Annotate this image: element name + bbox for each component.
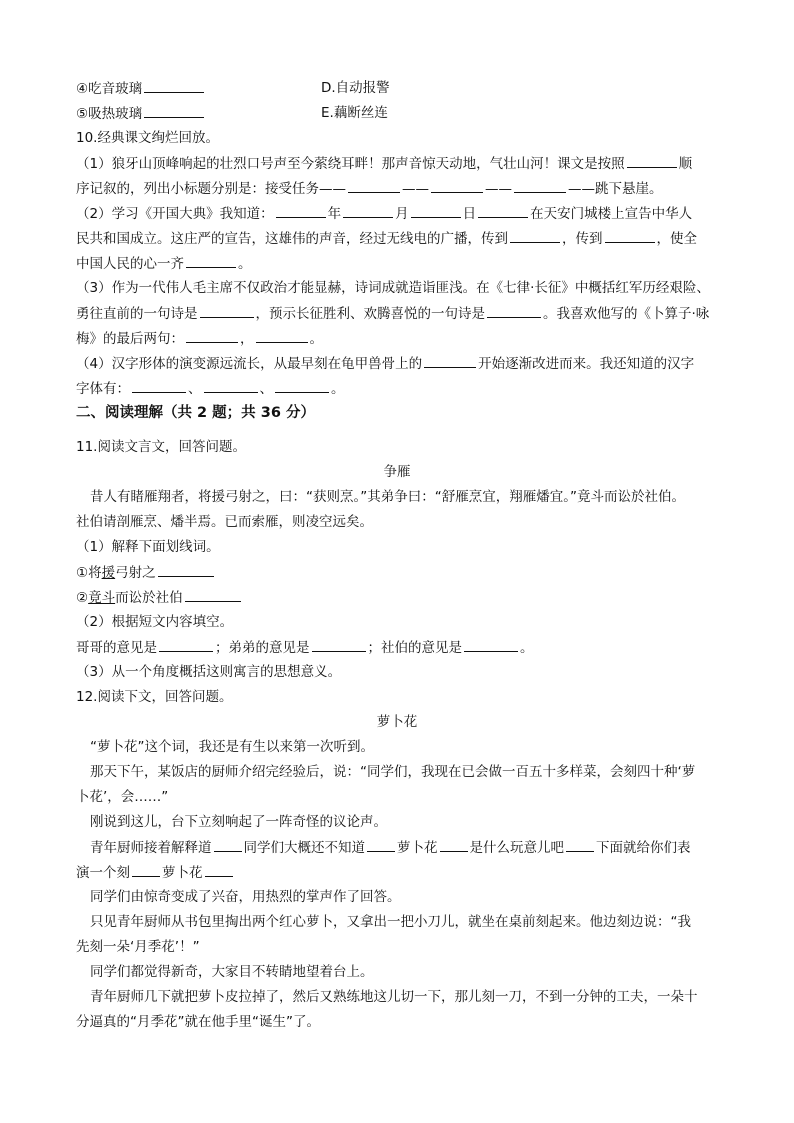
- answer-blank[interactable]: [367, 837, 395, 852]
- text: 是什么玩意儿吧: [469, 840, 564, 856]
- answer-blank[interactable]: [186, 253, 236, 268]
- text: 萝卜花: [162, 865, 203, 881]
- answer-blank[interactable]: [627, 153, 677, 168]
- underlined-word: 竟斗: [88, 590, 116, 606]
- passage-line: “萝卜花”这个词，我还是有生以来第一次听到。: [90, 739, 374, 755]
- q10-part2-line1: [76, 203, 692, 224]
- answer-blank[interactable]: [566, 837, 594, 852]
- q11-item1: [76, 562, 216, 583]
- answer-blank[interactable]: [200, 303, 254, 318]
- option-5-left: ⑤吸热玻璃: [76, 106, 143, 122]
- punctuation-fill-line: [76, 862, 235, 883]
- text: 。: [520, 640, 534, 656]
- answer-blank[interactable]: [348, 178, 400, 193]
- text: 顺: [678, 156, 693, 172]
- passage-line: 青年厨师几下就把萝卜皮拉掉了，然后又熟练地这儿切一下，那儿刻一刀，不到一分钟的工夫，一朵十: [90, 989, 698, 1005]
- matching-row-5: [76, 103, 388, 124]
- passage-title-luobohua: 萝卜花: [376, 714, 418, 730]
- answer-blank[interactable]: [510, 228, 560, 243]
- passage-line: 卜花’，会……”: [76, 789, 169, 805]
- answer-blank[interactable]: [343, 203, 393, 218]
- question-11-title: 11.阅读文言文，回答问题。: [76, 439, 246, 455]
- text: 青年厨师接着解释道: [90, 840, 212, 856]
- q10-part1-line2: [76, 178, 663, 199]
- text: （2）学习《开国大典》我知道：: [76, 206, 274, 222]
- text: ——: [402, 181, 429, 197]
- answer-blank[interactable]: [205, 862, 233, 877]
- q11-item2: [76, 587, 243, 608]
- answer-blank[interactable]: [256, 328, 308, 343]
- q10-part3-line2: [76, 303, 709, 324]
- text: 。: [238, 256, 252, 272]
- text: （1）狼牙山顶峰响起的壮烈口号声至今萦绕耳畔！那声音惊天动地，气壮山河！课文是按照: [76, 156, 625, 172]
- text: 月: [395, 206, 409, 222]
- answer-blank[interactable]: [276, 203, 326, 218]
- answer-blank[interactable]: [144, 78, 204, 93]
- passage-line: 只见青年厨师从书包里掏出两个红心萝卜，又拿出一把小刀儿，就坐在桌前刻起来。他边刻边说：“我: [90, 914, 691, 930]
- answer-blank[interactable]: [132, 378, 186, 393]
- text: ①将: [76, 565, 102, 581]
- passage-line: 刚说到这儿，台下立刻响起了一阵奇怪的议论声。: [90, 814, 387, 830]
- answer-blank[interactable]: [440, 837, 468, 852]
- text: 民共和国成立。这庄严的宣告，这雄伟的声音，经过无线电的广播，传到: [76, 231, 508, 247]
- q10-part4-line1: [76, 353, 694, 374]
- text: （4）汉字形体的演变源远流长，从最早刻在龟甲兽骨上的: [76, 356, 423, 372]
- answer-blank[interactable]: [411, 203, 461, 218]
- text: 演一个刻: [76, 865, 130, 881]
- option-e-right: E.藕断丝连: [321, 105, 388, 121]
- answer-blank[interactable]: [464, 637, 518, 652]
- text: 。: [331, 381, 345, 397]
- question-10-title: 10.经典课文绚烂回放。: [76, 130, 219, 146]
- passage-line: 同学们由惊奇变成了兴奋，用热烈的掌声作了回答。: [90, 889, 401, 905]
- q10-part1-line1: [76, 153, 692, 174]
- passage-line: 分逼真的“月季花”就在他手里“诞生”了。: [76, 1014, 320, 1030]
- answer-blank[interactable]: [487, 303, 541, 318]
- q10-part3-line1: （3）作为一代伟人毛主席不仅政治才能显赫，诗词成就造诣匪浅。在《七律·长征》中概括红军历经艰险、: [76, 280, 710, 296]
- text: ，: [240, 331, 254, 347]
- text: 。: [309, 331, 323, 347]
- text: 哥哥的意见是: [76, 640, 157, 656]
- text: ；弟弟的意见是: [215, 640, 310, 656]
- option-d-right: D.自动报警: [321, 80, 390, 96]
- q11-fill-line: [76, 637, 534, 658]
- passage-line: 那天下午，某饭店的厨师介绍完经验后，说：“同学们，我现在已会做一百五十多样菜，会刻四十种‘萝: [90, 764, 696, 780]
- passage-line: 昔人有睹雁翔者，将援弓射之，曰：“获则烹。”其弟争曰：“舒雁烹宜，翔雁燔宜。”竟斗而讼於社伯。: [90, 489, 685, 505]
- text: ；社伯的意见是: [367, 640, 462, 656]
- answer-blank[interactable]: [214, 837, 242, 852]
- text: 而讼於社伯: [115, 590, 183, 606]
- answer-blank[interactable]: [185, 587, 241, 602]
- passage-line: 社伯请剖雁烹、燔半焉。已而索雁，则凌空远矣。: [76, 514, 373, 530]
- text: 序记叙的，列出小标题分别是：接受任务——: [76, 181, 346, 197]
- underlined-word: 援: [101, 565, 116, 581]
- text: 字体有：: [76, 381, 130, 397]
- passage-line: 先刻一朵‘月季花’！”: [76, 939, 200, 955]
- answer-blank[interactable]: [132, 862, 160, 877]
- text: 下面就给你们表: [596, 840, 691, 856]
- answer-blank[interactable]: [312, 637, 366, 652]
- text: ，使全: [656, 231, 697, 247]
- text: 在天安门城楼上宣告中华人: [530, 206, 693, 222]
- text: 弓射之: [115, 565, 156, 581]
- q10-part3-line3: [76, 328, 323, 349]
- section-2-heading: 二、阅读理解（共 2 题；共 36 分）: [76, 405, 315, 421]
- text: ——: [485, 181, 512, 197]
- answer-blank[interactable]: [186, 328, 238, 343]
- answer-blank[interactable]: [478, 203, 528, 218]
- q10-part4-line2: [76, 378, 345, 399]
- q11-sub1: （1）解释下面划线词。: [76, 539, 220, 555]
- text: 中国人民的心一齐: [76, 256, 184, 272]
- text: 萝卜花: [397, 840, 438, 856]
- option-4-left: ④吃音玻璃: [76, 81, 143, 97]
- question-12-title: 12.阅读下文，回答问题。: [76, 689, 233, 705]
- punctuation-fill-line: [90, 837, 691, 858]
- text: ，预示长征胜利、欢腾喜悦的一句诗是: [255, 306, 485, 322]
- answer-blank[interactable]: [431, 178, 483, 193]
- text: 同学们大概还不知道: [243, 840, 365, 856]
- text: 、: [188, 381, 202, 397]
- text: ②: [76, 590, 89, 606]
- passage-title-zhengyan: 争雁: [383, 464, 411, 480]
- answer-blank[interactable]: [158, 562, 214, 577]
- q10-part2-line2: [76, 228, 697, 249]
- answer-blank[interactable]: [605, 228, 655, 243]
- answer-blank[interactable]: [159, 637, 213, 652]
- text: ——跳下悬崖。: [568, 181, 663, 197]
- text: 。我喜欢他写的《卜算子·咏: [543, 306, 710, 322]
- answer-blank[interactable]: [204, 378, 258, 393]
- passage-line: 同学们都觉得新奇，大家目不转睛地望着台上。: [90, 964, 374, 980]
- text: ，传到: [562, 231, 603, 247]
- q11-sub2: （2）根据短文内容填空。: [76, 614, 234, 630]
- text: 开始逐渐改进而来。我还知道的汉字: [478, 356, 695, 372]
- q10-part2-line3: [76, 253, 252, 274]
- answer-blank[interactable]: [144, 103, 204, 118]
- answer-blank[interactable]: [424, 353, 476, 368]
- answer-blank[interactable]: [275, 378, 329, 393]
- text: 、: [259, 381, 273, 397]
- matching-row-4: [76, 78, 390, 99]
- answer-blank[interactable]: [514, 178, 566, 193]
- q11-sub3: （3）从一个角度概括这则寓言的思想意义。: [76, 664, 342, 680]
- text: 日: [462, 206, 477, 222]
- text: 年: [327, 206, 342, 222]
- text: 梅》的最后两句：: [76, 331, 184, 347]
- text: 勇往直前的一句诗是: [76, 306, 198, 322]
